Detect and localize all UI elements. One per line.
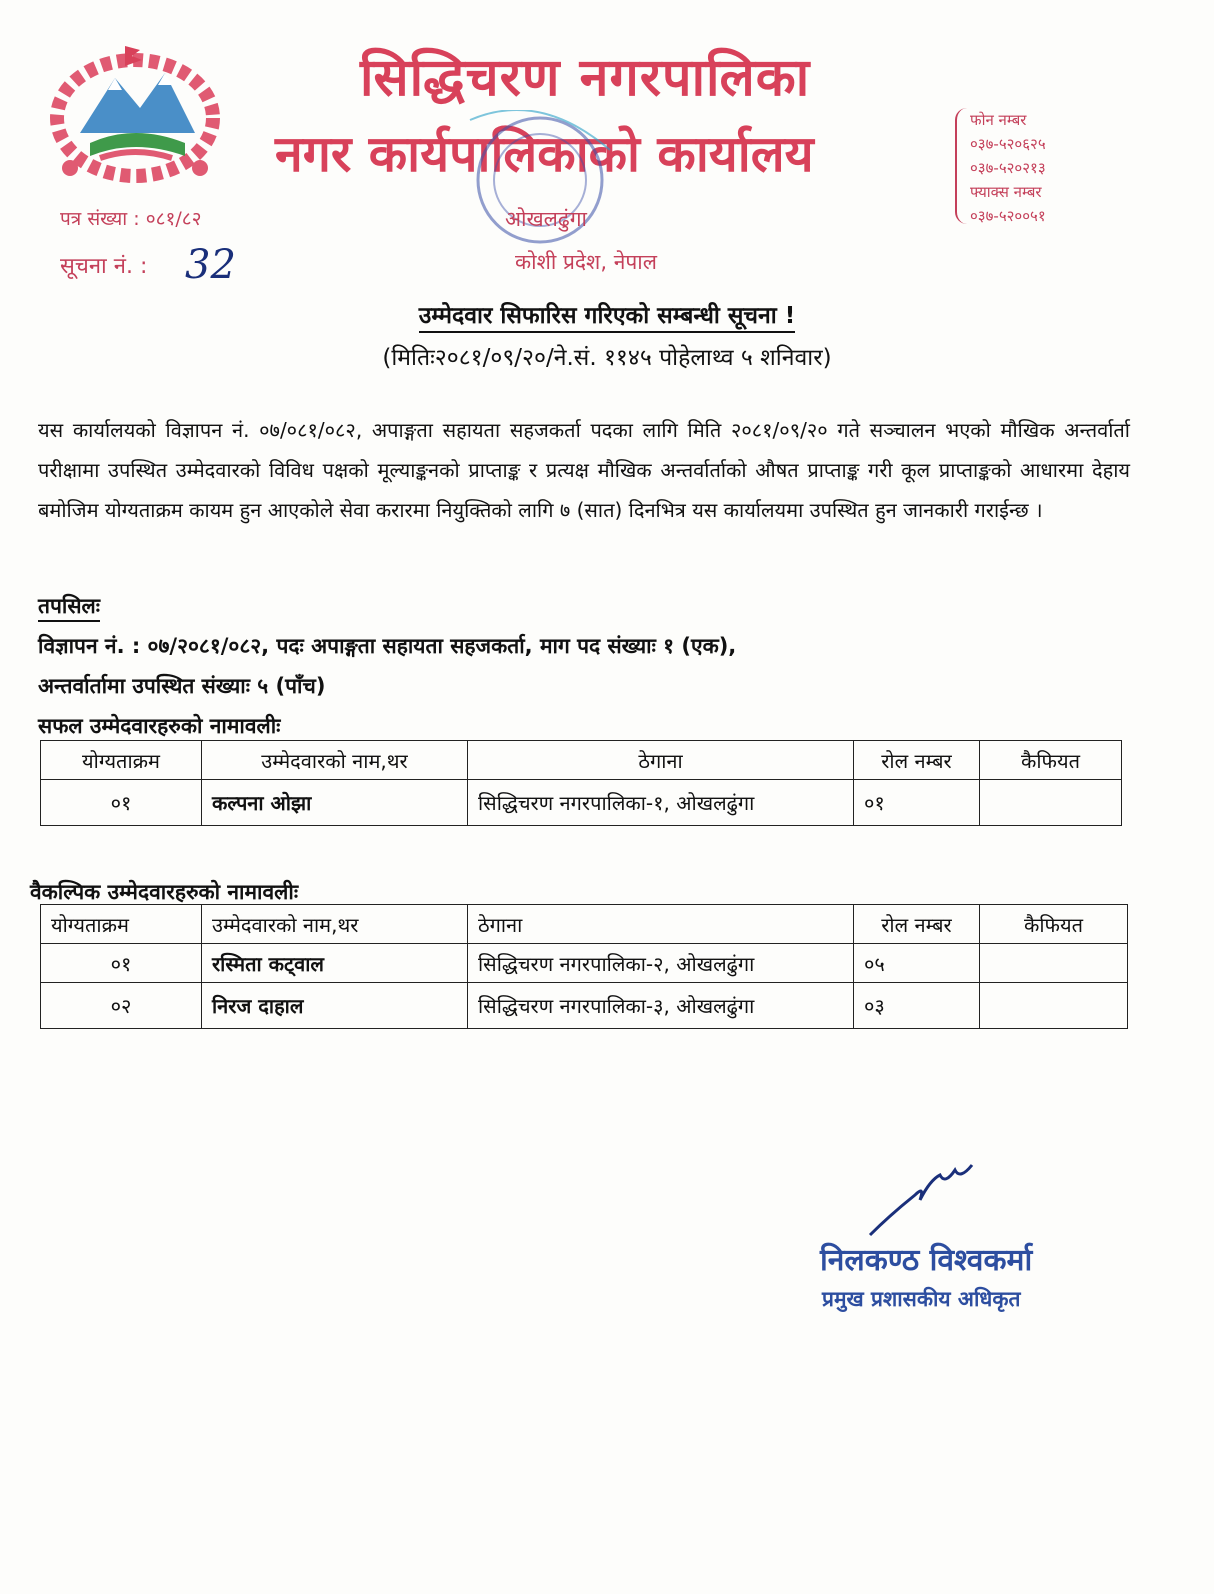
header-name: उम्मेदवारको नाम,थर [202,741,468,780]
table-row [41,780,1122,826]
cell-rank: ०१ [41,780,202,826]
letter-number-label: पत्र संख्या : [60,208,146,230]
phone-number-1: ०३७-५२०६२५ [970,135,1046,153]
cell-rank: ०२ [41,983,202,1029]
notice-heading-text: उम्मेदवार सिफारिस गरिएको सम्बन्धी सूचना ! [419,303,795,333]
cell-roll: ०५ [854,944,980,983]
interview-count: अन्तर्वार्तामा उपस्थित संख्याः ५ (पाँच) [38,674,326,698]
municipality-title: सिद्धिचरण नगरपालिका [360,48,811,108]
cell-roll: ०३ [854,983,980,1029]
nepal-emblem-icon [40,38,230,188]
header-rank: योग्यताक्रम [41,741,202,780]
signature-icon [860,1155,980,1245]
alternate-title: वैकल्पिक उम्मेदवारहरुको नामावलीः [30,880,299,904]
cell-name: रस्मिता कट्वाल [202,944,468,983]
header-roll: रोल नम्बर [854,741,980,780]
cell-name: निरज दाहाल [202,983,468,1029]
office-title: नगर कार्यपालिकाको कार्यालय [275,125,814,183]
successful-title: सफल उम्मेदवारहरुको नामावलीः [38,714,281,738]
notice-body: यस कार्यालयको विज्ञापन नं. ०७/०८१/०८२, अपाङ्गता सहायता सहजकर्ता पदका लागि मिति २०८१/०९/२० गते सञ्चालन भएको मौखिक अन्तर्वार्ता परीक्षामा उपस्थित उम्मेदवारको विविध पक्षको मूल्याङ्कनको प्राप्ताङ्क र प्रत्यक्ष मौखिक अन्तर्वार्ताको औषत प्राप्ताङ्क गरी कूल प्राप्ताङ्कको आधारमा देहाय बमोजिम योग्यताक्रम कायम हुन आएकोले सेवा करारमा नियुक्तिको लागि ७ (सात) दिनभित्र यस कार्यालयमा उपस्थित हुन जानकारी गराईन्छ । [38,418,1130,522]
header-address: ठेगाना [468,741,854,780]
alternate-table [40,904,1128,1029]
cell-address: सिद्धिचरण नगरपालिका-३, ओखलढुंगा [468,983,854,1029]
office-location: ओखलढुंगा [505,207,587,231]
header-remarks: कैफियत [980,905,1128,944]
notice-number-value: 32 [185,242,236,288]
signatory-post: प्रमुख प्रशासकीय अधिकृत [822,1287,1021,1311]
cell-roll: ०१ [854,780,980,826]
header-address: ठेगाना [468,905,854,944]
phone-label: फोन नम्बर [970,111,1027,129]
table-row [41,944,1128,983]
office-province: कोशी प्रदेश, नेपाल [515,250,657,274]
table-header-row [41,905,1128,944]
header-roll: रोल नम्बर [854,905,980,944]
details-label: तपसिलः [38,592,100,622]
cell-remarks [980,780,1122,826]
letter-number-value: ०८१/८२ [145,208,202,230]
cell-name: कल्पना ओझा [202,780,468,826]
cell-address: सिद्धिचरण नगरपालिका-१, ओखलढुंगा [468,780,854,826]
vacancy-details: विज्ञापन नं. : ०७/२०८१/०८२, पदः अपाङ्गता सहायता सहजकर्ता, माग पद संख्याः १ (एक), [38,634,737,658]
letter-number [60,205,202,231]
header-rank: योग्यताक्रम [41,905,202,944]
table-header-row [41,741,1122,780]
contact-brace [955,108,971,224]
cell-address: सिद्धिचरण नगरपालिका-२, ओखलढुंगा [468,944,854,983]
fax-label: फ्याक्स नम्बर [970,183,1042,201]
header-name: उम्मेदवारको नाम,थर [202,905,468,944]
table-row [41,983,1128,1029]
cell-remarks [980,983,1128,1029]
successful-table [40,740,1122,826]
cell-remarks [980,944,1128,983]
header-remarks: कैफियत [980,741,1122,780]
cell-rank: ०१ [41,944,202,983]
notice-number-label: सूचना नं. : [60,254,148,279]
phone-number-2: ०३७-५२०२१३ [970,159,1046,177]
signatory-name: निलकण्ठ विश्वकर्मा [820,1243,1033,1278]
contact-block [970,108,1180,228]
notice-date: (मितिः२०८१/०९/२०/ने.सं. ११४५ पोहेलाथ्व ५ शनिवार) [382,345,832,371]
notice-heading [0,298,1214,330]
fax-number: ०३७-५२००५१ [970,207,1046,225]
